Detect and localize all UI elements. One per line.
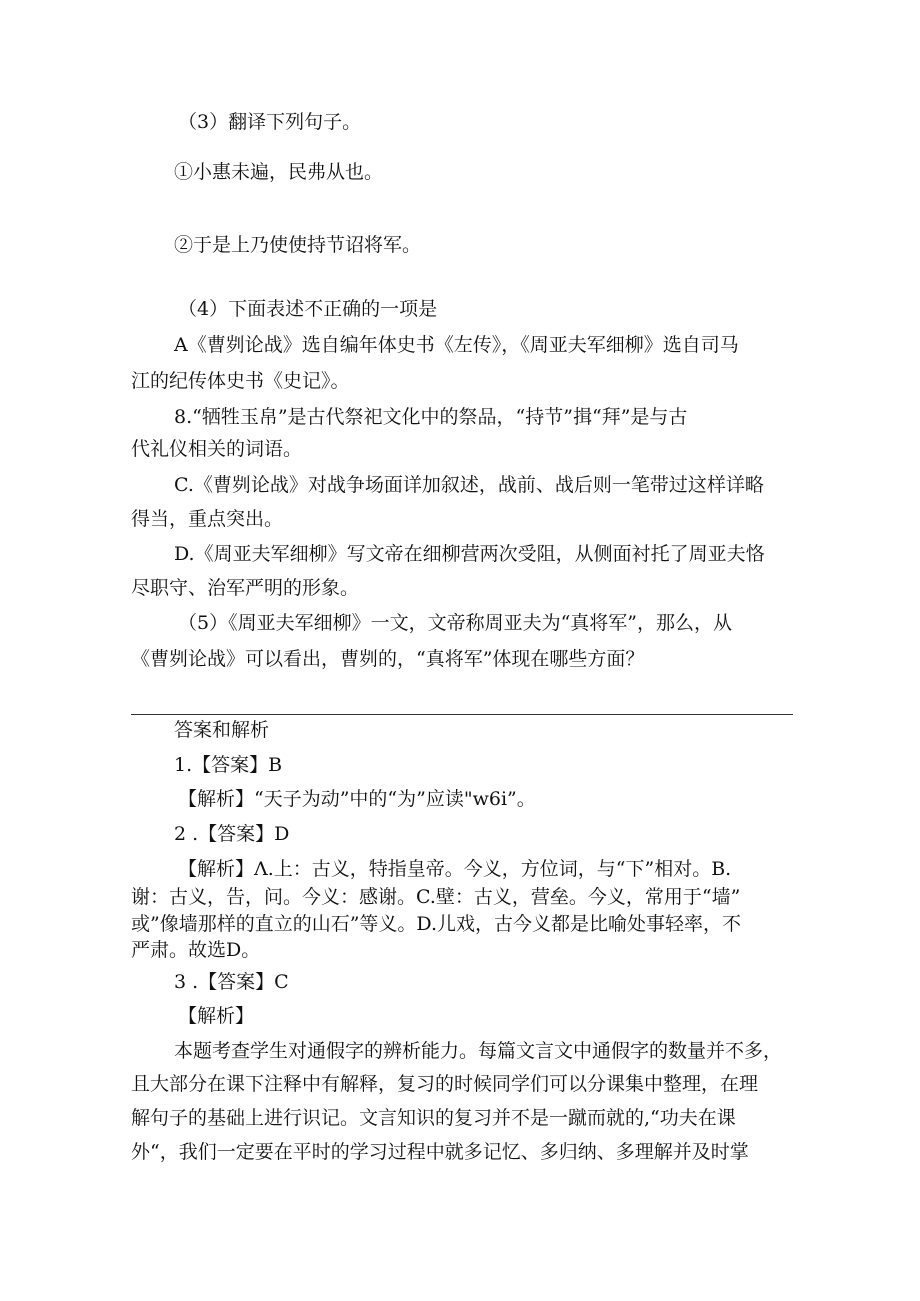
analysis-1: 【解析】“天子为动”中的“为”应读"w6i”。 <box>178 788 536 810</box>
analysis-3-body-line-4: 外“，我们一定要在平时的学习过程中就多记忆、多归纳、多理解并及时掌 <box>131 1141 749 1163</box>
analysis-3-body-line-2: 且大部分在课下注释中有解释，复习的时候同学们可以分课集中整理，在理 <box>131 1073 759 1095</box>
q3-title: （3）翻译下列句子。 <box>178 111 362 133</box>
q4-option-c-line-2: 得当，重点突出。 <box>131 508 284 530</box>
analysis-2-line-3: 或”像墙那样的直立的山石”等义。D.儿戏，古今义都是比喻处事轻率，不 <box>131 913 742 935</box>
q4-option-d-line-1: D.《周亚夫军细柳》写文帝在细柳营两次受阻，从侧面衬托了周亚夫恪 <box>174 543 765 565</box>
answer-1: 1.【答案】B <box>174 754 283 776</box>
q4-option-b-line-2: 代礼仪相关的词语。 <box>131 438 303 460</box>
q4-option-d-line-2: 尽职守、治军严明的形象。 <box>131 577 360 599</box>
q3-sentence-2: ②于是上乃使使持节诏将军。 <box>174 234 422 256</box>
q4-title: （4）下面表述不正确的一项是 <box>178 298 438 320</box>
analysis-3-label: 【解析】 <box>178 1005 255 1027</box>
q5-line-2: 《曹刿论战》可以看出，曹刿的，“真将军”体现在哪些方面？ <box>131 648 645 670</box>
answers-heading: 答案和解析 <box>174 719 270 741</box>
q3-sentence-1: ①小惠未遍，民弗从也。 <box>174 161 384 183</box>
analysis-3-body-line-3: 解句子的基础上进行识记。文言知识的复习并不是一蹴而就的,“功夫在课 <box>131 1107 736 1129</box>
analysis-2-line-2: 谢：古义，告，问。今义：感谢。C.壁：古义，营垒。今义，常用于“墙” <box>131 886 741 908</box>
q4-option-c-line-1: C.《曹刿论战》对战争场面详加叙述，战前、战后则一笔带过这样详略 <box>174 474 764 496</box>
answer-2: 2 .【答案】D <box>174 823 290 845</box>
q4-option-a-line-2: 江的纪传体史书《史记》。 <box>131 370 350 392</box>
q4-option-a-line-1: A《曹刿论战》选自编年体史书《左传》，《周亚夫军细柳》选自司马 <box>174 334 739 356</box>
section-divider <box>131 714 793 715</box>
q4-option-b-line-1: 8.“牺牲玉帛”是古代祭祀文化中的祭品，“持节”揖“拜”是与古 <box>174 406 688 428</box>
analysis-2-line-1: 【解析】Λ.上：古义，特指皇帝。今义，方位词，与“下”相对。B. <box>178 858 732 880</box>
q5-line-1: （5）《周亚夫军细柳》一文，文帝称周亚夫为“真将军”，那么，从 <box>178 612 733 634</box>
analysis-2-line-4: 严肃。故选D。 <box>131 939 261 961</box>
analysis-3-body-line-1: 本题考查学生对通假字的辨析能力。每篇文言文中通假字的数量并不多， <box>174 1040 783 1062</box>
answer-3: 3 .【答案】C <box>174 971 289 993</box>
